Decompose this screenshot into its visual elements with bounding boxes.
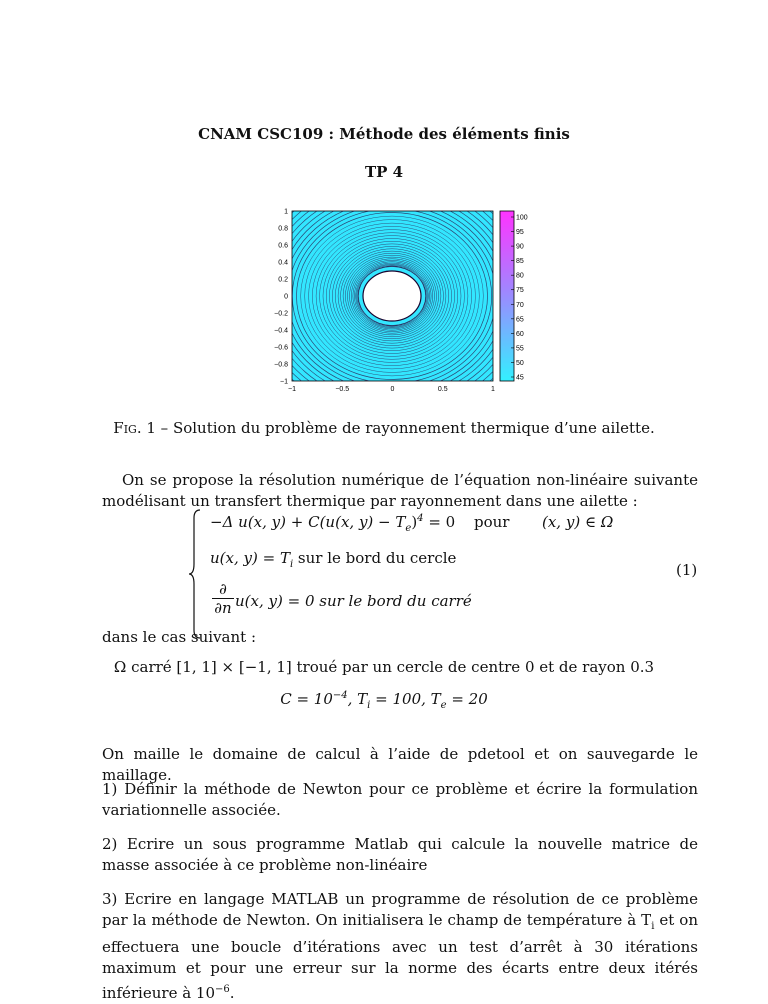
- eq1-end: = 0: [423, 513, 456, 531]
- colorbar-tick-label: 80: [516, 272, 524, 280]
- colorbar-tick-label: 100: [516, 214, 528, 222]
- eq3-denominator: ∂n: [214, 599, 232, 617]
- y-tick-label: −0.6: [274, 344, 288, 352]
- y-tick-label: 0: [284, 293, 288, 301]
- equation-line-2: [210, 549, 456, 570]
- mesh-paragraph: On maille le domaine de calcul à l’aide de pdetool et on sauvegarde le maillage.: [102, 745, 698, 784]
- colorbar: [500, 211, 514, 381]
- y-tick-label: −0.2: [274, 310, 288, 318]
- eq-pour: pour: [474, 513, 510, 531]
- param-te-sub: e: [440, 700, 447, 711]
- left-brace: [188, 508, 202, 640]
- y-tick-label: −0.4: [274, 327, 288, 335]
- eq1-main: −Δ u(x, y) + C(u(x, y) − T: [210, 513, 406, 531]
- equation-number: (1): [676, 561, 698, 579]
- q3-sub: i: [651, 921, 655, 932]
- y-tick-label: 1: [284, 208, 288, 216]
- x-tick-label: −1: [288, 386, 296, 393]
- colorbar-tick-label: 85: [516, 258, 524, 266]
- y-tick-label: 0.4: [278, 259, 288, 267]
- param-te-value: = 20: [446, 690, 488, 708]
- case-domain: Ω carré [1, 1] × [−1, 1] troué par un cercle de centre 0 et de rayon 0.3: [113, 658, 655, 676]
- figure-label: Fig. 1: [113, 419, 156, 437]
- question-2: 2) Ecrire un sous programme Matlab qui calcule la nouvelle matrice de masse associée à ce problème non-linéaire: [102, 835, 698, 874]
- y-tick-label: 0.6: [278, 242, 288, 250]
- param-c-exp: −4: [332, 690, 348, 701]
- q3-part-b: et on effectuera une boucle d’itérations avec un test d’arrêt à 30 itérations maximum et pour une erreur sur la norme des écarts entre deux itérés inférieure à 10: [102, 911, 698, 1002]
- colorbar-tick-label: 70: [516, 301, 524, 309]
- param-ti-value: = 100, T: [370, 690, 441, 708]
- x-tick-label: 1: [491, 386, 495, 393]
- y-tick-label: 0.8: [278, 225, 288, 233]
- q3-part-a: 3) Ecrire en langage MATLAB un programme de résolution de ce problème par la méthode de Newton. On initialisera le champ de température à T: [102, 890, 698, 929]
- case-parameters: [0, 690, 768, 711]
- colorbar-tick-label: 45: [516, 374, 524, 382]
- document-title: CNAM CSC109 : Méthode des éléments finis: [198, 125, 570, 143]
- x-tick-label: −0.5: [335, 386, 350, 393]
- eq2-main: u(x, y) = T: [210, 549, 290, 567]
- colorbar-tick-label: 90: [516, 243, 524, 251]
- y-tick-label: 0.2: [278, 276, 288, 284]
- q3-end: .: [229, 984, 235, 1002]
- question-3: [102, 889, 698, 1004]
- intro-paragraph: On se propose la résolution numérique de l’équation non-linéaire suivante modélisant un transfert thermique par rayonnement dans une ailette :: [102, 471, 698, 510]
- y-tick-label: −1: [280, 378, 288, 386]
- eq3-numerator: ∂: [212, 580, 234, 599]
- colorbar-tick-label: 55: [516, 345, 524, 353]
- eq1-sub: e: [405, 523, 412, 534]
- colorbar-tick-label: 95: [516, 229, 524, 237]
- eq2-text: sur le bord du cercle: [293, 549, 457, 567]
- document-subtitle: TP 4: [364, 163, 404, 181]
- param-ti-sub: i: [367, 700, 371, 711]
- question-1: 1) Définir la méthode de Newton pour ce problème et écrire la formulation variationnelle associée.: [102, 780, 698, 819]
- eq-domain: (x, y) ∈ Ω: [542, 513, 614, 531]
- contour-plot: [270, 208, 540, 398]
- case-intro: dans le cas suivant :: [102, 628, 257, 646]
- eq3-fraction: [212, 580, 234, 617]
- equation-line-1: −Δ u(x, y) + C(u(x, $y) - T_e)^4 = 0$: [210, 513, 456, 534]
- figure-caption-text: – Solution du problème de rayonnement thermique d’une ailette.: [155, 419, 655, 437]
- colorbar-tick-label: 50: [516, 359, 524, 367]
- x-tick-label: 0.5: [437, 386, 448, 393]
- param-c: C = 10: [280, 690, 333, 708]
- x-tick-label: 0: [390, 386, 395, 393]
- contour-figure: [270, 208, 540, 402]
- colorbar-tick-label: 60: [516, 330, 524, 338]
- param-ti-label: , T: [347, 690, 368, 708]
- colorbar-tick-label: 65: [516, 316, 524, 324]
- figure-caption: [0, 419, 768, 437]
- q3-sup: −6: [215, 984, 230, 995]
- equation-line-3: u(x, y) = 0 sur le bord du carré: [235, 592, 472, 610]
- eq2-sub: i: [289, 559, 294, 570]
- circular-hole: [363, 271, 421, 321]
- y-tick-label: −0.8: [274, 361, 288, 369]
- eq1-sup: 4: [417, 513, 424, 524]
- colorbar-tick-label: 75: [516, 287, 524, 295]
